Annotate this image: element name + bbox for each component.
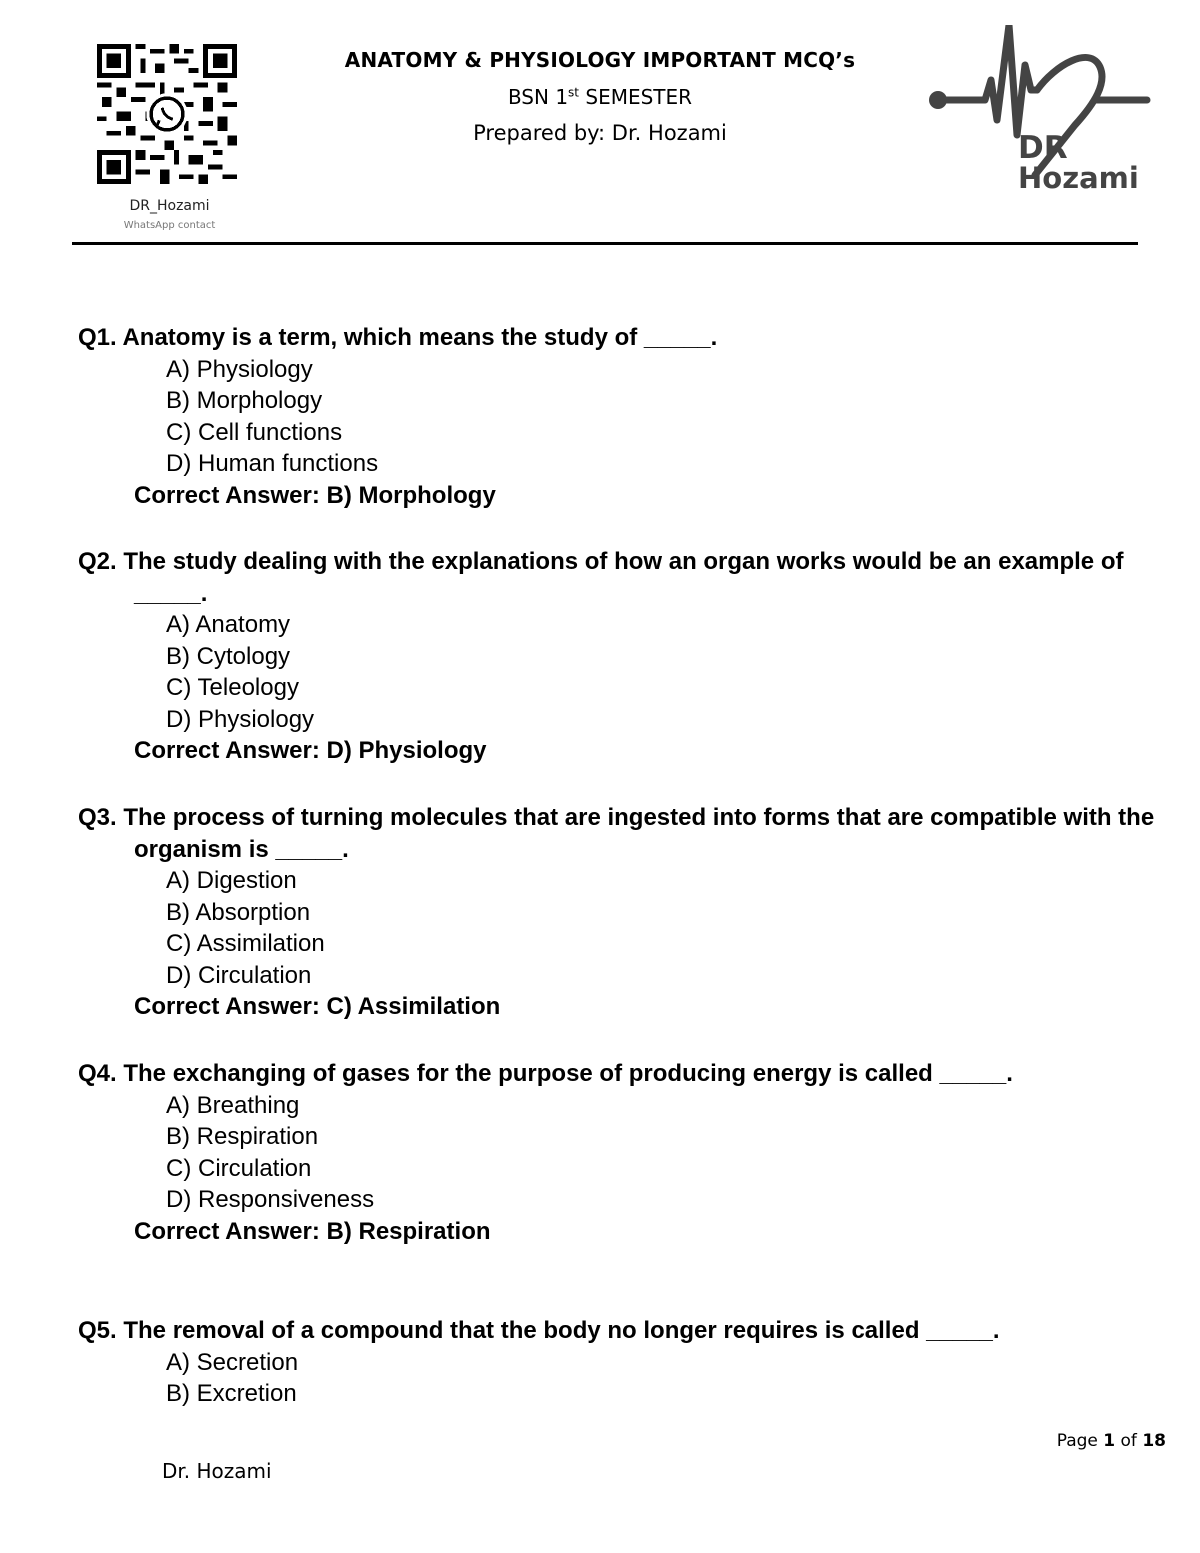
option: D) Human functions — [166, 450, 379, 477]
option: A) Physiology — [166, 355, 313, 383]
question-stem: Q1. Anatomy is a term, which means the study of _____. — [78, 324, 718, 351]
question-stem: Q2. The study dealing with the explanations of how an organ works would be an example of _____. — [78, 548, 1124, 607]
heartbeat-logo-icon — [925, 25, 1155, 200]
option: A) Digestion — [166, 867, 297, 894]
qr-code — [97, 44, 237, 184]
option: C) Circulation — [166, 1154, 312, 1182]
question-stem: Q3. The process of turning molecules that are ingested into forms that are compatible with the organism is _____. — [78, 804, 1155, 863]
qr-contact-name: DR_Hozami — [129, 198, 210, 214]
document-title: ANATOMY & PHYSIOLOGY IMPORTANT MCQ’s — [344, 48, 856, 72]
option: A) Secretion — [166, 1348, 299, 1376]
logo-text-name: Hozami — [1018, 161, 1139, 195]
option: B) Morphology — [166, 387, 323, 414]
option: B) Excretion — [166, 1380, 297, 1407]
question-4 — [78, 1058, 1158, 1247]
option: B) Cytology — [166, 642, 291, 670]
option: A) Breathing — [166, 1091, 300, 1119]
semester-line: BSN 1st SEMESTER — [507, 85, 693, 109]
question-1 — [78, 322, 1158, 511]
question-3 — [78, 802, 1158, 1023]
option: C) Assimilation — [166, 930, 325, 957]
prepared-by: Prepared by: Dr. Hozami — [473, 121, 727, 145]
option: D) Physiology — [166, 705, 315, 733]
page-number: Page 1 of 18 — [1056, 1431, 1166, 1451]
footer-author: Dr. Hozami — [162, 1459, 272, 1483]
option: D) Responsiveness — [166, 1186, 375, 1213]
qr-contact-subtitle: WhatsApp contact — [123, 220, 216, 231]
option: B) Absorption — [166, 898, 311, 926]
correct-answer: Correct Answer: C) Assimilation — [134, 993, 501, 1020]
question-stem: Q5. The removal of a compound that the body no longer requires is called _____. — [78, 1317, 1000, 1344]
correct-answer: Correct Answer: D) Physiology — [134, 737, 487, 764]
question-stem: Q4. The exchanging of gases for the purpose of producing energy is called _____. — [78, 1060, 1013, 1087]
option: A) Anatomy — [166, 611, 291, 638]
option: D) Circulation — [166, 961, 312, 989]
correct-answer: Correct Answer: B) Morphology — [134, 481, 496, 509]
logo-text-dr: DR — [1018, 130, 1068, 166]
question-5 — [78, 1315, 1158, 1410]
question-2 — [78, 546, 1158, 767]
option: C) Cell functions — [166, 418, 343, 446]
option: B) Respiration — [166, 1123, 319, 1150]
option: C) Teleology — [166, 674, 299, 701]
correct-answer: Correct Answer: B) Respiration — [134, 1217, 491, 1245]
header-divider — [72, 242, 1138, 245]
